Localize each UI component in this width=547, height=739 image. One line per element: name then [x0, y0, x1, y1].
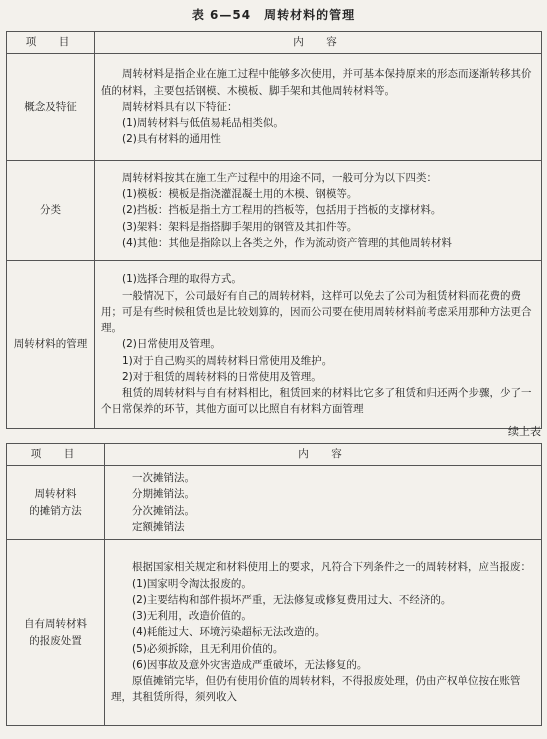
- paragraph: (4)其他：其他是指除以上各类之外，作为流动资产管理的其他周转材料: [122, 236, 452, 249]
- paragraph: (2)主要结构和部件损坏严重，无法修复或修复费用过大、不经济的。: [132, 593, 452, 606]
- row-label: 概念及特征: [7, 54, 95, 161]
- paragraph: 租赁的周转材料与自有材料相比，租赁回来的材料比它多了租赁和归还两个步骤，少了一个日常保养的环节，其他方面可以比照自有材料方面管理: [101, 387, 532, 416]
- row-label: 周转材料的管理: [7, 261, 95, 429]
- materials-table: [6, 31, 542, 429]
- row-label: 自有周转材料 的报废处置: [7, 540, 105, 726]
- paragraph: 分次摊销法。: [132, 504, 195, 517]
- table-row: [7, 161, 542, 261]
- paragraph: (2)挡板：挡板是指土方工程用的挡板等，包括用于挡板的支撑材料。: [122, 204, 442, 217]
- row-content: [95, 261, 542, 429]
- paragraph: (6)因事故及意外灾害造成严重破坏，无法修复的。: [132, 658, 368, 671]
- row-label: 分类: [7, 161, 95, 261]
- table-row: [7, 261, 542, 429]
- paragraph: (3)架料：架料是指搭脚手架用的钢管及其扣件等。: [122, 220, 358, 233]
- paragraph: (5)必须拆除，且无利用价值的。: [132, 642, 284, 655]
- row-content: [105, 466, 542, 540]
- header-item: 项 目: [7, 32, 95, 54]
- paragraph: (2)日常使用及管理。: [122, 338, 221, 351]
- table-row: [7, 540, 542, 726]
- paragraph: 原值摊销完毕，但仍有使用价值的周转材料，不得报废处理，仍由产权单位按在账管理，其租赁所得，须列收入: [111, 675, 521, 704]
- paragraph: 一般情况下，公司最好有自己的周转材料，这样可以免去了公司为租赁材料而花费的费用；可是有些时候租赁也是比较划算的，因而公司要在使用周转材料前考虑采用那种方法更合理。: [101, 289, 532, 335]
- paragraph: (1)选择合理的取得方式。: [122, 273, 242, 286]
- paragraph: (1)周转材料与低值易耗品相类似。: [122, 117, 284, 130]
- header-item: 项 目: [7, 444, 105, 466]
- paragraph: 一次摊销法。: [132, 471, 195, 484]
- paragraph: 分期摊销法。: [132, 488, 195, 501]
- continued-label: 续上表: [508, 425, 541, 438]
- table-row: [7, 466, 542, 540]
- paragraph: (2)具有材料的通用性: [122, 133, 221, 146]
- table-header-row: [7, 444, 542, 466]
- paragraph: 周转材料具有以下特征：: [122, 100, 238, 113]
- paragraph: (3)无利用，改造价值的。: [132, 610, 252, 623]
- paragraph: (4)耗能过大、环境污染超标无法改造的。: [132, 626, 326, 639]
- paragraph: 定额摊销法: [132, 520, 185, 533]
- paragraph: 根据国家相关规定和材料使用上的要求，凡符合下列条件之一的周转材料，应当报废：: [132, 561, 531, 574]
- row-content: [105, 540, 542, 726]
- header-content: 内 容: [95, 32, 542, 54]
- table-title: 表 6—54 周转材料的管理: [191, 8, 356, 22]
- row-label: 周转材料 的摊销方法: [7, 466, 105, 540]
- materials-table-continued: [6, 443, 542, 726]
- paragraph: (1)国家明令淘汰报废的。: [132, 577, 252, 590]
- row-content: [95, 54, 542, 161]
- paragraph: 1)对于自己购买的周转材料日常使用及维护。: [122, 354, 333, 367]
- paragraph: (1)模板：模板是指浇灌混凝土用的木模、钢模等。: [122, 188, 358, 201]
- table-row: [7, 54, 542, 161]
- table-header-row: [7, 32, 542, 54]
- paragraph: 2)对于租赁的周转材料的日常使用及管理。: [122, 370, 322, 383]
- row-content: [95, 161, 542, 261]
- paragraph: 周转材料按其在施工生产过程中的用途不同，一般可分为以下四类：: [122, 171, 437, 184]
- header-content: 内 容: [105, 444, 542, 466]
- paragraph: 周转材料是指企业在施工过程中能够多次使用，并可基本保持原来的形态而逐渐转移其价值的材料，主要包括钢模、木模板、脚手架和其他周转材料等。: [101, 68, 532, 97]
